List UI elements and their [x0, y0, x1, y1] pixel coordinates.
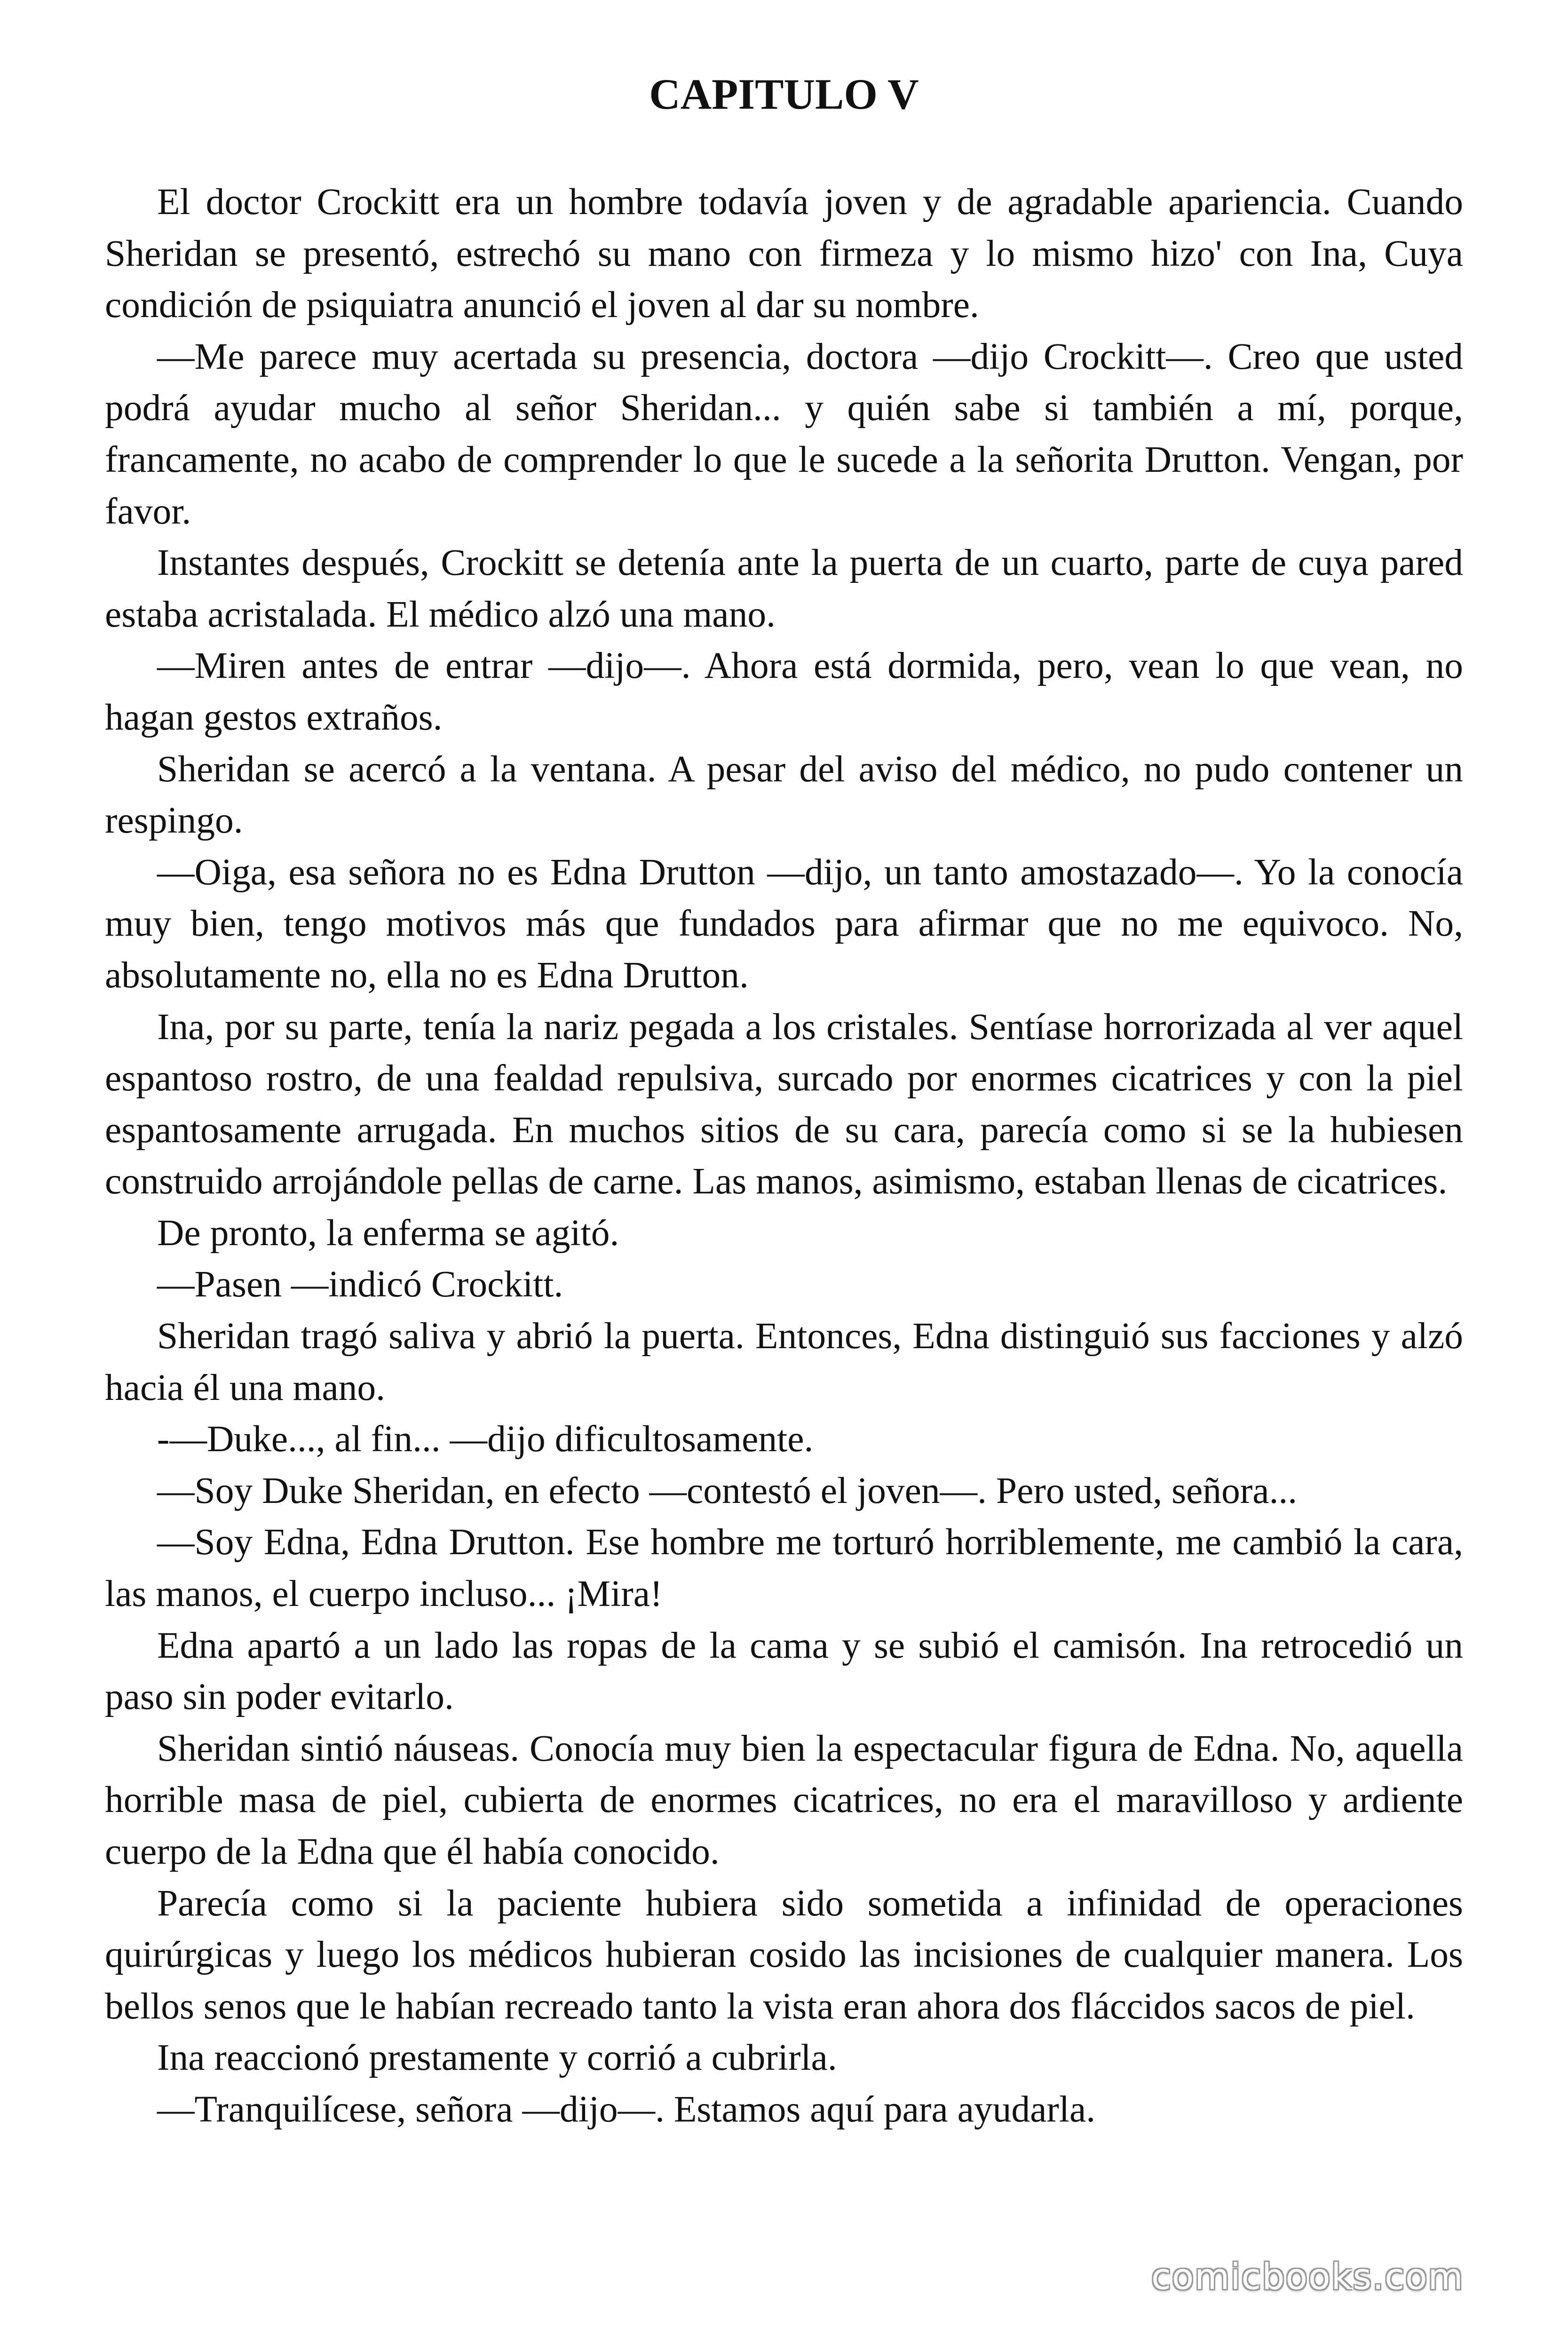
paragraph: El doctor Crockitt era un hombre todavía joven y de agradable apariencia. Cuando Sheridan se presentó, estrechó su mano con firmeza y lo mismo hizo' con Ina, Cuya condición de psiquiatra anunció el joven al dar su nombre. [105, 181, 1463, 326]
chapter-body [105, 176, 1463, 2136]
chapter-title: CAPITULO V [649, 70, 919, 118]
paragraph: Sheridan se acercó a la ventana. A pesar del aviso del médico, no pudo contener un respingo. [105, 748, 1463, 842]
watermark: comicbooks.com [1151, 2256, 1464, 2297]
paragraph: —Me parece muy acertada su presencia, doctora —dijo Crockitt—. Creo que usted podrá ayudar mucho al señor Sheridan... y quién sabe si también a mí, porque, francamente, no acabo de comprender lo que le sucede a la señorita Drutton. Vengan, por favor. [105, 335, 1463, 532]
paragraph: De pronto, la enferma se agitó. [157, 1212, 619, 1254]
paragraph: —Tranquilícese, señora —dijo—. Estamos aquí para ayudarla. [157, 2088, 1096, 2130]
paragraph: —Soy Edna, Edna Drutton. Ese hombre me torturó horriblemente, me cambió la cara, las manos, el cuerpo incluso... ¡Mira! [105, 1521, 1463, 1615]
paragraph: —Soy Duke Sheridan, en efecto —contestó el joven—. Pero usted, señora... [157, 1470, 1298, 1511]
paragraph: —Pasen —indicó Crockitt. [157, 1263, 563, 1305]
paragraph: —Miren antes de entrar —dijo—. Ahora está dormida, pero, vean lo que vean, no hagan gestos extraños. [105, 645, 1463, 738]
paragraph: Instantes después, Crockitt se detenía ante la puerta de un cuarto, parte de cuya pared estaba acristalada. El médico alzó una mano. [105, 542, 1463, 635]
paragraph: Ina reaccionó prestamente y corrió a cubrirla. [157, 2037, 837, 2079]
paragraph: Parecía como si la paciente hubiera sido sometida a infinidad de operaciones quirúrgicas y luego los médicos hubieran cosido las incisiones de cualquier manera. Los bellos senos que le habían recreado tanto la vista eran ahora dos fláccidos sacos de piel. [105, 1882, 1463, 2027]
paragraph: Ina, por su parte, tenía la nariz pegada a los cristales. Sentíase horrorizada al ver aquel espantoso rostro, de una fealdad repulsiva, surcado por enormes cicatrices y con la piel espantosamente arrugada. En muchos sitios de su cara, parecía como si se la hubiesen construido arrojándole pellas de carne. Las manos, asimismo, estaban llenas de cicatrices. [105, 1006, 1463, 1202]
paragraph: Edna apartó a un lado las ropas de la cama y se subió el camisón. Ina retrocedió un paso sin poder evitarlo. [105, 1624, 1463, 1718]
paragraph: Sheridan tragó saliva y abrió la puerta. Entonces, Edna distinguió sus facciones y alzó hacia él una mano. [105, 1315, 1463, 1408]
paragraph: Sheridan sintió náuseas. Conocía muy bien la espectacular figura de Edna. No, aquella horrible masa de piel, cubierta de enormes cicatrices, no era el maravilloso y ardiente cuerpo de la Edna que él había conocido. [105, 1727, 1463, 1872]
paragraph: -—Duke..., al fin... —dijo dificultosamente. [157, 1418, 814, 1460]
paragraph: —Oiga, esa señora no es Edna Drutton —dijo, un tanto amostazado—. Yo la conocía muy bien, tengo motivos más que fundados para afirmar que no me equivoco. No, absolutamente no, ella no es Edna Drutton. [105, 851, 1463, 996]
